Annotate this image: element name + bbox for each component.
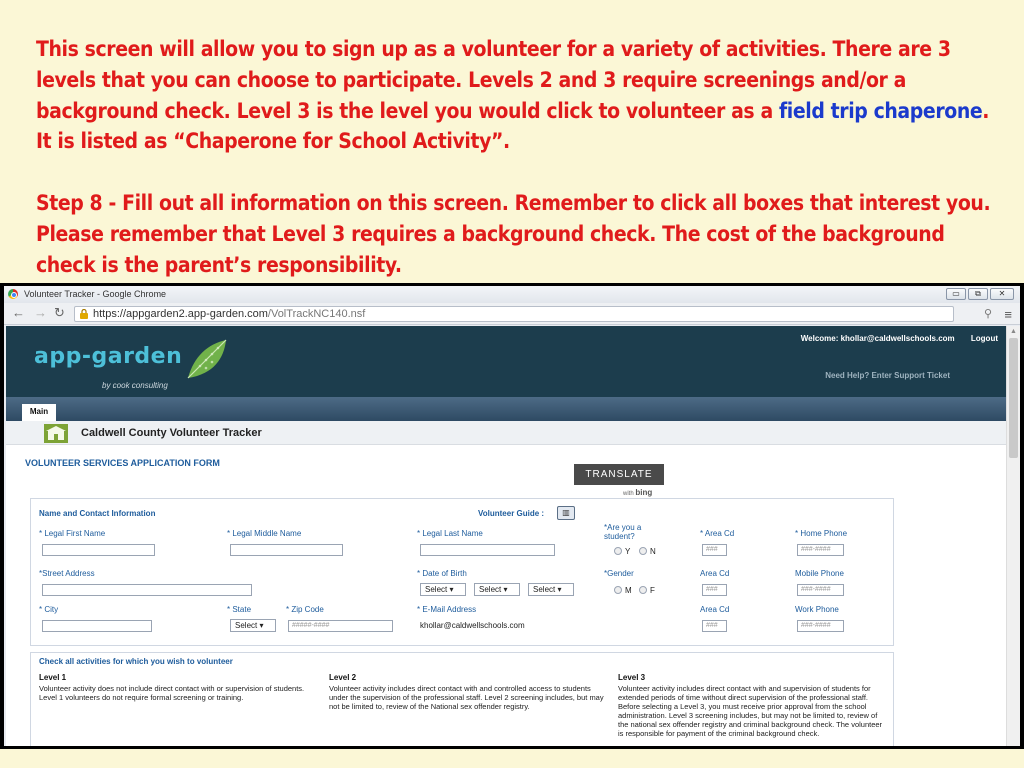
gender-female-label: F	[650, 586, 655, 595]
gender-female-radio[interactable]	[639, 586, 647, 594]
welcome-user: Welcome: khollar@caldwellschools.com	[800, 334, 955, 343]
instruction-paragraph-2: Step 8 - Fill out all information on this screen. Remember to click all boxes that interest you. Please remember that Level 3 requires a background check. The cost of the background check is the parent’s responsibility.	[36, 191, 991, 277]
student-yes-label: Y	[625, 547, 631, 556]
level-1-description: Volunteer activity does not include direct contact with or supervision of students. Level 1 volunteers do not require formal screening or training.	[39, 684, 305, 702]
email-value: khollar@caldwellschools.com	[420, 621, 525, 630]
street-address-input[interactable]	[42, 584, 252, 596]
translate-button[interactable]: TRANSLATE	[574, 464, 664, 485]
instruction-paragraph-1: This screen will allow you to sign up as a volunteer for a variety of activities. There are 3 levels that you can choose to participate. Levels 2 and 3 require screenings and/or a background check. Level 3 is the level you would click to volunteer as a field trip chaperone. It is listed as “Chaperone for School Activity”.	[36, 37, 990, 154]
welcome-bar	[801, 334, 998, 343]
dob-month-select[interactable]: Select ▾	[420, 583, 466, 596]
form-title: VOLUNTEER SERVICES APPLICATION FORM	[25, 458, 220, 468]
support-ticket-link[interactable]: Need Help? Enter Support Ticket	[825, 371, 950, 380]
legal-first-name-label: * Legal First Name	[39, 529, 106, 538]
url-main: https://appgarden2.app-garden.com	[93, 308, 268, 320]
minimize-icon[interactable]: ▭	[946, 288, 966, 300]
student-question-label: *Are you a student?	[604, 523, 642, 541]
area-code-2-label: Area Cd	[700, 569, 730, 578]
work-phone-input[interactable]: ###-####	[797, 620, 844, 632]
section-contact-heading: Name and Contact Information	[39, 509, 156, 518]
level-2-description: Volunteer activity includes direct contact with and controlled access to students under the supervision of the professional staff. Level 2 screening includes, but may not be limited to, review of the National sex offender registry.	[329, 684, 604, 711]
activities-panel	[30, 652, 894, 746]
window-title: Volunteer Tracker - Google Chrome	[24, 289, 167, 299]
lock-icon	[79, 309, 89, 319]
page-scrollbar[interactable]	[1006, 326, 1020, 746]
legal-first-name-input[interactable]	[42, 544, 155, 556]
legal-middle-name-input[interactable]	[230, 544, 343, 556]
leaf-logo-icon	[184, 338, 228, 382]
gender-label: *Gender	[604, 569, 634, 578]
student-no-label: N	[650, 547, 656, 556]
city-label: * City	[39, 605, 59, 614]
logo-subtitle: by cook consulting	[102, 381, 168, 390]
scroll-up-icon[interactable]: ▲	[1010, 328, 1017, 335]
tab-bar	[6, 397, 1006, 421]
extension-icon[interactable]: ⚲	[983, 308, 992, 320]
dob-day-select[interactable]: Select ▾	[474, 583, 520, 596]
state-label: * State	[227, 605, 252, 614]
url-path: /VolTrackNC140.nsf	[267, 308, 366, 320]
gender-male-label: M	[625, 586, 632, 595]
instruction-text	[36, 34, 996, 281]
browser-titlebar	[4, 286, 1020, 303]
tab-main[interactable]: Main	[22, 404, 56, 421]
zip-code-input[interactable]: #####-####	[288, 620, 393, 632]
legal-middle-name-label: * Legal Middle Name	[227, 529, 302, 538]
state-select[interactable]: Select ▾	[230, 619, 276, 632]
area-code-1-label: * Area Cd	[700, 529, 735, 538]
scroll-thumb[interactable]	[1009, 338, 1018, 458]
city-input[interactable]	[42, 620, 152, 632]
logout-link[interactable]: Logout	[970, 334, 998, 343]
student-yes-radio[interactable]	[614, 547, 622, 555]
browser-toolbar	[4, 303, 1020, 325]
area-code-2-input[interactable]: ###	[702, 584, 727, 596]
zip-code-label: * Zip Code	[286, 605, 324, 614]
area-code-3-label: Area Cd	[700, 605, 730, 614]
street-address-label: *Street Address	[39, 569, 95, 578]
student-no-radio[interactable]	[639, 547, 647, 555]
app-title-bar	[6, 421, 1006, 445]
date-of-birth-label: * Date of Birth	[417, 569, 467, 578]
level-3-title: Level 3	[618, 673, 646, 682]
work-phone-label: Work Phone	[795, 605, 839, 614]
maximize-icon[interactable]: ⧉	[968, 288, 988, 300]
gender-male-radio[interactable]	[614, 586, 622, 594]
legal-last-name-input[interactable]	[420, 544, 555, 556]
level-2-title: Level 2	[329, 673, 357, 682]
volunteer-guide-book-icon[interactable]: ▥	[557, 506, 575, 520]
reload-icon[interactable]: ↻	[54, 305, 65, 320]
forward-arrow-icon[interactable]: →	[34, 305, 47, 320]
app-garden-logo: app-garden	[34, 344, 183, 369]
dob-year-select[interactable]: Select ▾	[528, 583, 574, 596]
contact-info-panel	[30, 498, 894, 646]
area-code-1-input[interactable]: ###	[702, 544, 727, 556]
app-title: Caldwell County Volunteer Tracker	[81, 427, 262, 439]
chrome-icon	[8, 289, 18, 299]
browser-window	[0, 283, 1024, 749]
app-header	[6, 326, 1006, 397]
field-trip-chaperone-highlight: field trip chaperone	[778, 98, 983, 123]
address-bar[interactable]	[74, 306, 954, 322]
level-1-title: Level 1	[39, 673, 67, 682]
home-phone-input[interactable]: ###-####	[797, 544, 844, 556]
volunteer-guide-label: Volunteer Guide :	[478, 509, 545, 518]
section-activities-heading: Check all activities for which you wish to volunteer	[39, 657, 233, 666]
menu-icon[interactable]: ≡	[1004, 307, 1012, 322]
back-arrow-icon[interactable]: ←	[12, 305, 25, 320]
level-3-description: Volunteer activity includes direct contact with and supervision of students for extended periods of time without direct supervision of the professional staff. Before selecting a Level 3, you must receive prior approval from the school administration. Level 3 screening includes, but may not be limited to, review of the national sex offender registry and criminal background check. The volunteer is responsible for payment of the criminal background check.	[618, 684, 883, 738]
web-page	[6, 326, 1006, 746]
school-logo-icon	[44, 424, 68, 443]
mobile-phone-input[interactable]: ###-####	[797, 584, 844, 596]
home-phone-label: * Home Phone	[795, 529, 848, 538]
area-code-3-input[interactable]: ###	[702, 620, 727, 632]
email-label: * E-Mail Address	[417, 605, 477, 614]
mobile-phone-label: Mobile Phone	[795, 569, 844, 578]
legal-last-name-label: * Legal Last Name	[417, 529, 483, 538]
with-bing-label: with bing	[623, 488, 653, 497]
close-icon[interactable]: ✕	[990, 288, 1014, 300]
